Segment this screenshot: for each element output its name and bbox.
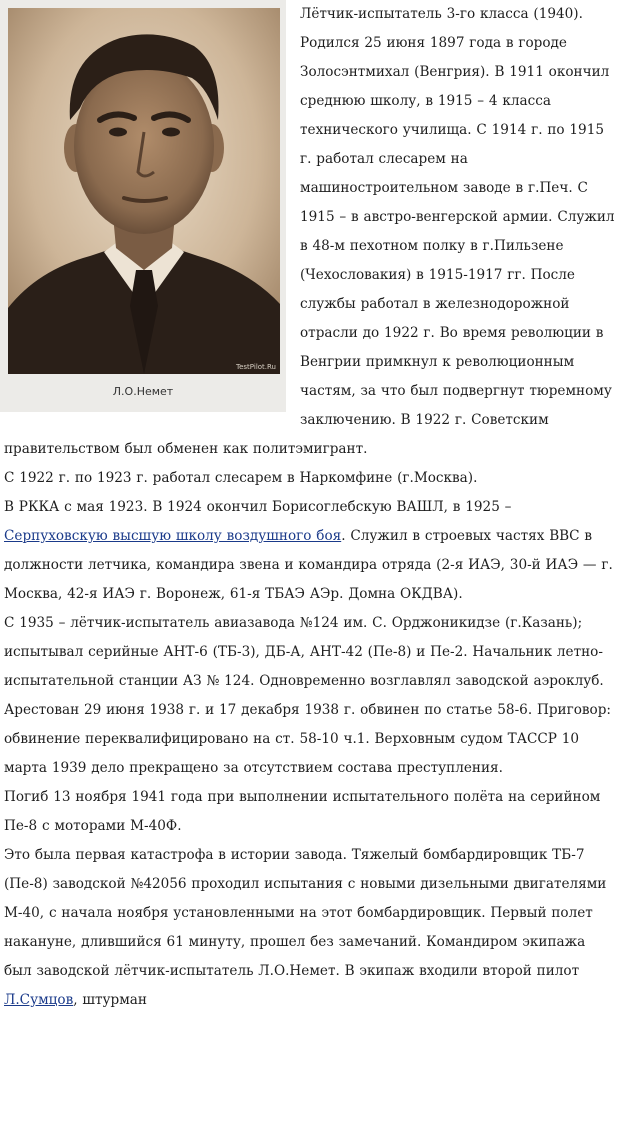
paragraph-rkka-text-end: . Служил в строевых частях ВВС в должности летчика, командира звена и командира отряда (2-я ИАЭ, 30-й ИАЭ — г. Москва, 42-я ИАЭ г. Воронеж, 61-я ТБАЭ АЭр. Домна ОКДВА).: [4, 528, 613, 602]
link-serpukhov-school[interactable]: Серпуховскую высшую школу воздушного боя: [4, 528, 342, 544]
portrait-photo: [8, 8, 280, 374]
article-body: [4, 0, 616, 1015]
paragraph-catastrophe: [4, 841, 616, 1015]
paragraph-rkka-text-start: В РККА с мая 1923. В 1924 окончил Борисоглебскую ВАШЛ, в 1925 –: [4, 499, 512, 515]
paragraph-rkka: [4, 493, 616, 609]
portrait-figure: [0, 0, 286, 412]
paragraph-test-pilot: С 1935 – лётчик-испытатель авиазавода №124 им. С. Орджоникидзе (г.Казань); испытывал серийные АНТ-6 (ТБ-3), ДБ-А, АНТ-42 (Пе-8) и Пе-2. Начальник летно-испытательной станции АЗ № 124. Одновременно возглавлял заводской аэроклуб.: [4, 615, 604, 689]
photo-caption: Л.О.Немет: [112, 385, 174, 398]
paragraph-catastrophe-text-start: Это была первая катастрофа в истории завода. Тяжелый бомбардировщик ТБ-7 (Пе-8) заводской №42056 проходил испытания с новыми дизельными двигателями М-40, с начала ноября установленными на этот бомбардировщик. Первый полет накануне, длившийся 61 минуту, прошел без замечаний. Командиром экипажа был заводской лётчик-испытатель Л.О.Немет. В экипаж входили второй пилот: [4, 847, 607, 979]
paragraph-intro: Лётчик-испытатель 3-го класса (1940). Родился 25 июня 1897 года в городе Золосэнтмихал (Венгрия). В 1911 окончил среднюю школу, в 1915 – 4 класса технического училища. С 1914 г. по 1915 г. работал слесарем на машиностроительном заводе в г.Печ. С 1915 – в австро-венгерской армии. Служил в 48-м пехотном полку в г.Пильзене (Чехословакия) в 1915-1917 гг. После службы работал в железнодорожной отрасли до 1922 г. Во время революции в Венгрии примкнул к революционным частям, за что был подвергнут тюремному заключению. В 1922 г. Советским правительством был обменен как политэмигрант.: [4, 6, 615, 457]
link-sumtsov[interactable]: Л.Сумцов: [4, 992, 74, 1008]
photo-watermark: TestPilot.Ru: [236, 363, 276, 371]
paragraph-narkomfin: С 1922 г. по 1923 г. работал слесарем в Наркомфине (г.Москва).: [4, 470, 478, 486]
paragraph-catastrophe-text-end: , штурман: [73, 992, 147, 1008]
paragraph-death: Погиб 13 ноября 1941 года при выполнении испытательного полёта на серийном Пе-8 с моторами М-40Ф.: [4, 789, 601, 834]
paragraph-arrest: Арестован 29 июня 1938 г. и 17 декабря 1938 г. обвинен по статье 58-6. Приговор: обвинение переквалифицировано на ст. 58-10 ч.1. Верховным судом ТАССР 10 марта 1939 дело прекращено за отсутствием состава преступления.: [4, 702, 612, 776]
